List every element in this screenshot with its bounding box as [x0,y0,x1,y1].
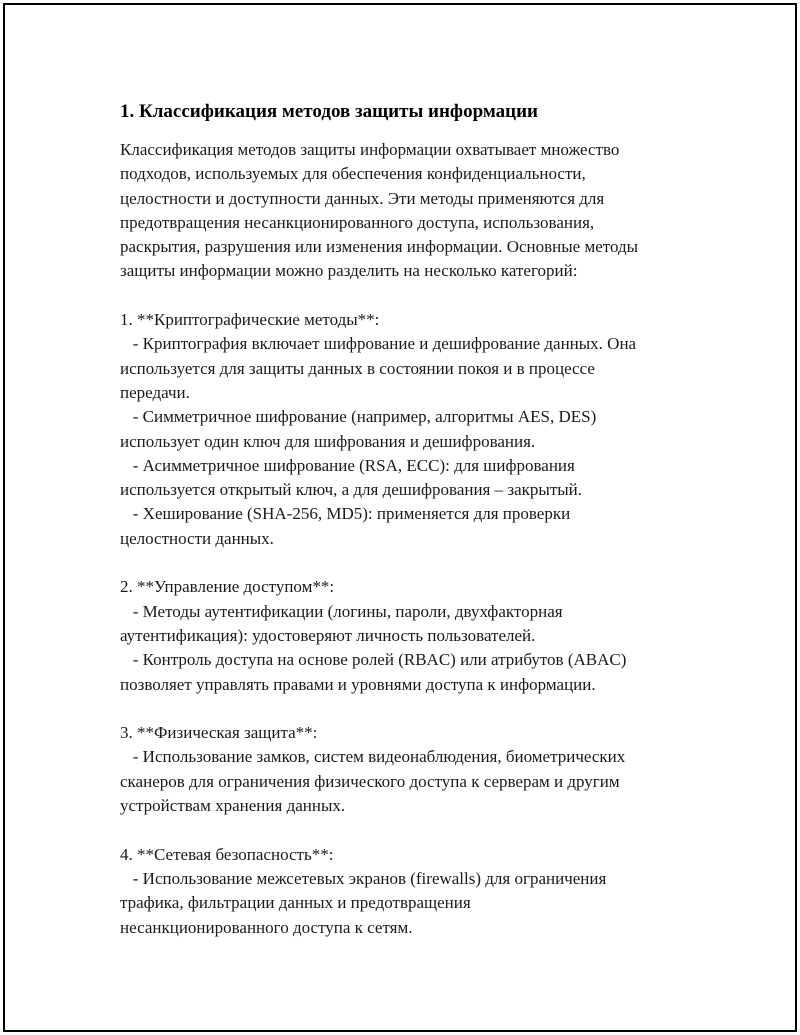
section-line: - Использование замков, систем видеонаблюдения, биометрических [120,747,626,767]
paragraph-spacer [120,551,700,575]
paragraph-spacer [120,284,700,308]
document-title: 1. Классификация методов защиты информации [120,101,538,122]
document-body [120,100,700,940]
section-line: - Хеширование (SHA-256, MD5): применяется для проверки [120,504,571,524]
paragraph-spacer [120,697,700,721]
section-line: - Методы аутентификации (логины, пароли, двухфакторная [120,601,563,621]
section-line: позволяет управлять правами и уровнями доступа к информации. [120,674,596,694]
section-line: - Использование межсетевых экранов (firewalls) для ограничения [120,868,607,888]
section-line: - Криптография включает шифрование и дешифрование данных. Она [120,334,637,354]
paragraph-spacer [120,818,700,842]
section-line: используется открытый ключ, а для дешифрования – закрытый. [120,480,583,500]
section-physical-protection [120,721,700,818]
section-line: передачи. [120,382,190,402]
intro-line: раскрытия, разрушения или изменения информации. Основные методы [120,237,639,257]
section-heading: 4. **Сетевая безопасность**: [120,844,334,864]
section-line: трафика, фильтрации данных и предотвращения [120,893,471,913]
section-heading: 2. **Управление доступом**: [120,577,335,597]
section-line: - Контроль доступа на основе ролей (RBAC) или атрибутов (ABAC) [120,650,627,670]
section-access-control [120,575,700,696]
section-line: используется для защиты данных в состоянии покоя и в процессе [120,358,595,378]
section-line: устройствам хранения данных. [120,796,346,816]
section-network-security [120,843,700,940]
intro-paragraph [120,138,700,284]
intro-line: защиты информации можно разделить на несколько категорий: [120,261,578,281]
section-line: - Асимметричное шифрование (RSA, ECC): для шифрования [120,455,575,475]
intro-line: подходов, используемых для обеспечения конфиденциальности, [120,164,586,184]
section-line: несанкционированного доступа к сетям. [120,917,413,937]
section-cryptography [120,308,700,551]
section-line: сканеров для ограничения физического доступа к серверам и другим [120,771,620,791]
page-frame [3,3,797,1032]
section-line: использует один ключ для шифрования и дешифрования. [120,431,536,451]
section-line: аутентификация): удостоверяют личность пользователей. [120,625,536,645]
intro-line: предотвращения несанкционированного доступа, использования, [120,212,595,232]
section-heading: 3. **Физическая защита**: [120,723,318,743]
intro-line: Классификация методов защиты информации охватывает множество [120,140,620,159]
section-heading: 1. **Криптографические методы**: [120,310,380,330]
intro-line: целостности и доступности данных. Эти методы применяются для [120,188,605,208]
section-line: целостности данных. [120,528,274,548]
section-line: - Симметричное шифрование (например, алгоритмы AES, DES) [120,407,597,427]
